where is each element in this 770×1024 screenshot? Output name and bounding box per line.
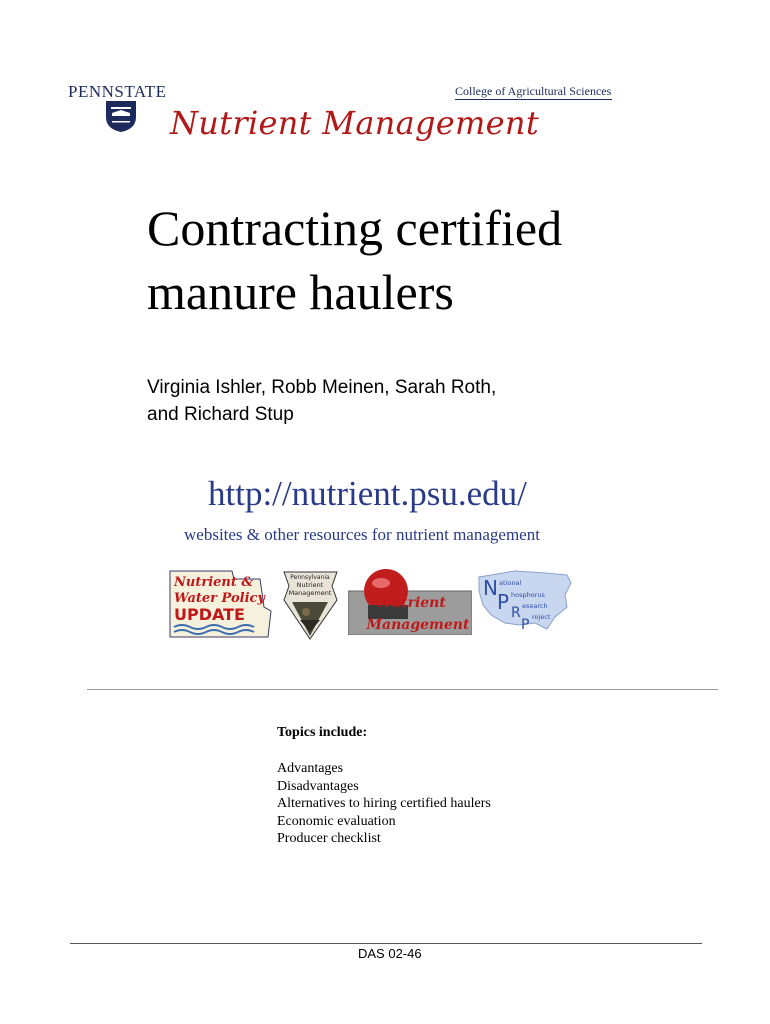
pa-logo-line-3: Management [288,589,332,597]
footer-rule [70,943,702,944]
title-line-1: Contracting certified [147,200,563,256]
authors-line-2: and Richard Stup [147,404,294,425]
program-title: Nutrient Management [170,104,539,142]
section-divider [87,689,718,690]
nprp-letter-p: P [497,590,510,614]
nutrient-management-globe-logo [348,567,472,635]
nprp-word-4: roject [532,613,551,621]
website-tagline: websites & other resources for nutrient management [184,525,540,544]
website-url[interactable]: http://nutrient.psu.edu/ [208,474,527,513]
nprp-letter-r: R [511,605,521,621]
college-underline [455,99,612,100]
authors-line-1: Virginia Ishler, Robb Meinen, Sarah Roth, [147,377,497,398]
nprp-word-1: ational [499,579,522,587]
nprp-letter-p2: P [521,617,530,633]
authors [147,374,647,428]
pa-nutrient-management-keystone-logo [282,570,339,640]
pennstate-shield-logo [104,99,138,133]
nprp-word-3: esearch [522,602,548,610]
update-logo-line-3: UPDATE [174,605,245,624]
topics-heading: Topics include: [277,725,368,740]
title-line-2: manure haulers [147,264,454,320]
nm-logo-line-1: Nutrient [378,595,446,611]
water-policy-update-logo [168,567,273,640]
document-number: DAS 02-46 [358,946,422,961]
list-item: Producer checklist [277,831,381,846]
pennstate-wordmark: PENNSTATE [68,82,167,101]
update-logo-line-1: Nutrient & [174,575,254,590]
topics-list [277,760,491,848]
list-item: Advantages [277,761,344,776]
update-logo-line-2: Water Policy [174,591,265,606]
nprp-word-2: hosphorus [511,591,545,599]
list-item: Economic evaluation [277,813,396,829]
nm-logo-line-2: Management [366,617,470,633]
college-name: College of Agricultural Sciences [455,84,612,98]
pa-logo-line-1: Pennsylvania [290,574,330,581]
nprp-letter-n: N [483,576,498,600]
document-title [147,196,707,324]
nprp-us-map-logo [475,565,575,635]
pa-logo-line-2: Nutrient [296,581,324,589]
list-item: Disadvantages [277,778,359,794]
list-item: Alternatives to hiring certified haulers [277,796,491,811]
